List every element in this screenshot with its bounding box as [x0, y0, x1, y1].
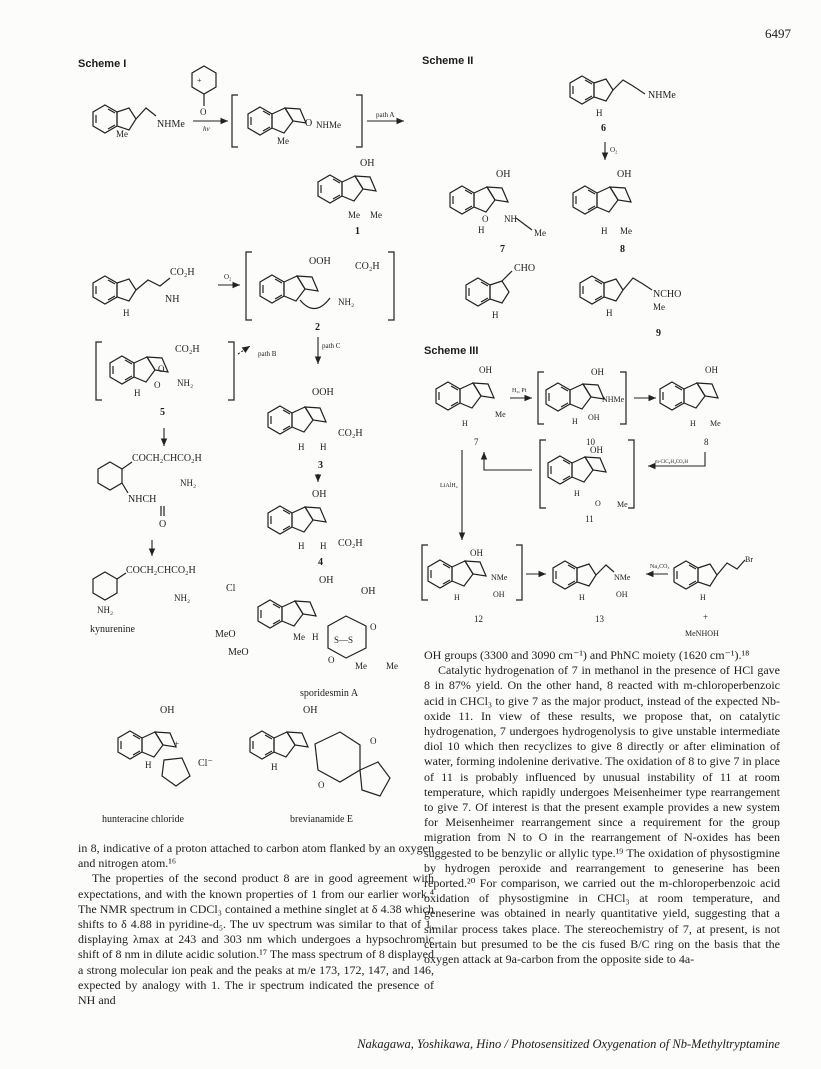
nhch-label: NHCH	[128, 494, 157, 505]
compound-number-8: 8	[620, 244, 625, 255]
o-label: O	[200, 107, 207, 117]
cho-label: CHO	[514, 263, 536, 274]
compound-number-12: 12	[474, 614, 483, 624]
left-paragraph-1: in 8, indicative of a proton attached to carbon atom flanked by an oxygen and nitrogen atom.¹⁶	[78, 841, 434, 871]
path-c-label: path C	[322, 342, 341, 350]
n-label: NH	[504, 214, 517, 224]
tryptophan-structure	[93, 267, 195, 318]
kynurenine-structure	[90, 565, 196, 635]
me-label: Me	[710, 419, 721, 428]
co2h-label: CO₂H	[175, 344, 200, 355]
brevianamide-e-structure	[250, 705, 390, 825]
nh2-label: NH₂	[338, 297, 355, 307]
nh2-label: NH₂	[177, 378, 194, 388]
ooh-label: OOH	[312, 387, 334, 398]
menhoh-label: MeNHOH	[685, 629, 719, 638]
nhme-label: NHMe	[316, 120, 341, 130]
compound-number-8: 8	[704, 437, 709, 447]
cl-label: Cl	[226, 583, 236, 594]
plus-label: +	[197, 76, 202, 85]
oh-label: OH	[591, 367, 604, 377]
compound-number-7: 7	[474, 437, 479, 447]
nb-methyltryptamine-structure	[93, 105, 185, 139]
o-label: O	[159, 519, 167, 530]
meo-label: MeO	[228, 647, 249, 658]
me-label: Me	[370, 210, 382, 220]
h-label: H	[134, 388, 141, 398]
o-label: O	[328, 655, 335, 665]
h-label: H	[320, 442, 327, 452]
scheme-3-title: Scheme III	[424, 345, 479, 357]
nhme-label: NHMe	[648, 90, 676, 101]
compound-7-structure	[450, 169, 546, 255]
scheme3-compound-11	[548, 445, 628, 524]
oh-label: OH	[479, 365, 492, 375]
oh-label: OH	[470, 548, 483, 558]
scheme3-compound-7	[436, 365, 506, 447]
h-label: H	[298, 541, 305, 551]
coch2chco2h-label: COCH₂CHCO₂H	[126, 565, 196, 576]
h-label: H	[572, 417, 578, 426]
oh-label: OH	[493, 590, 505, 599]
lialh4-label: LiAlH₄	[440, 483, 458, 489]
h-label: H	[574, 489, 580, 498]
compound-number-5: 5	[160, 407, 165, 418]
left-paragraph-2: The properties of the second product 8 are in good agreement with expectations, and with the known properties of 1 from our earlier work.⁴ The NMR spectrum in CDCl₃ contained a methine singlet at δ 4.38 which shifts to δ 4.88 in pyridine-d₅. The uv spectrum was similar to that of 1, displaying λmax at 243 and 303 nm which undergoes a hypsochromic shift of 8 nm in dilute acidic solution.¹⁷ The mass spectrum of 8 displayed a strong molecular ion peak and the peaks at m/e 173, 172, 147, and 146, expected by analogy with 1. The ir spectrum indicated the presence of NH and	[78, 871, 434, 1008]
oxaziridine-intermediate	[248, 107, 341, 146]
oh-label: OH	[312, 489, 327, 500]
right-paragraph-2: Catalytic hydrogenation of 7 in methanol in the presence of HCl gave 8 in 87% yield. On the other hand, 8 reacted with m-chloroperbenzoic acid in CHCl₃ to give 7 as the major product, instead of the expected Nb-oxide 11. In view of these results, we propose that, on catalytic hydrogenation, 7 undergoes hydrogenolysis to give unstable intermediate diol 10 which then recyclizes to give 8 directly or after elimination of water, forming indolenine derivative. The oxidation of 8 to give 7 in place of 11 is probably influenced by unusual instability of 11 at room temperature, which rapidly undergoes Meisenheimer type rearrangement to give 7. Of interest is that the present example provides a new system for Meisenheimer rearrangement since a requirement for the group migration from N to O in the rearrangement of N-oxides has been suggested to be benzylic or allylic type.¹⁹ The oxidation of physostigmine by hydrogen peroxide and rearrangement to geneserine has been reported.²⁰ For comparison, we carried out the m-chloroperbenzoic acid oxidation of physostigmine in CHCl₃ at room temperature, and geneserine was obtained in nearly quantitative yield, suggesting that a similar process takes place. The stereochemistry of 7, at present, is not certain but presumed to be the cis fused B/C ring on the basis that the oxygen attack at 9a-carbon from the opposite side to 4a-	[424, 663, 780, 967]
nhme-label: NHMe	[602, 395, 625, 404]
oh-label: OH	[616, 590, 628, 599]
compound-number-2: 2	[315, 322, 320, 333]
compound-5-structure	[110, 344, 200, 418]
compound-number-1: 1	[355, 226, 360, 237]
compound-number-10: 10	[586, 437, 595, 447]
compound-8-structure	[573, 169, 632, 255]
compound-number-9: 9	[656, 328, 661, 339]
me-label: Me	[620, 226, 632, 236]
page-number: 6497	[765, 26, 791, 41]
h-label: H	[454, 593, 460, 602]
oh-label: OH	[617, 169, 632, 180]
nhme-label: NHMe	[157, 119, 185, 130]
disulfide-label: S—S	[334, 635, 354, 645]
me-label: Me	[277, 136, 289, 146]
oh-label: OH	[303, 705, 318, 716]
oh-label: OH	[319, 575, 334, 586]
nme-label: NMe	[614, 573, 631, 582]
h-label: H	[606, 308, 613, 318]
o-label: O	[154, 380, 161, 390]
h-label: H	[492, 310, 499, 320]
h-label: H	[462, 419, 468, 428]
h-label: H	[700, 593, 706, 602]
scheme-2-title: Scheme II	[422, 55, 474, 67]
compound-9-structure	[580, 276, 681, 339]
co2h-label: CO₂H	[355, 261, 380, 272]
hunteracine-caption: hunteracine chloride	[102, 814, 184, 825]
oh-label: OH	[160, 705, 175, 716]
scheme-1-title: Scheme I	[78, 58, 127, 70]
nh2-label: NH₂	[180, 478, 197, 488]
me-label: Me	[495, 410, 506, 419]
right-paragraph-1: OH groups (3300 and 3090 cm⁻¹) and PhNC moiety (1620 cm⁻¹).¹⁸	[424, 648, 750, 662]
compound-number-7: 7	[500, 244, 505, 255]
ooh-label: OOH	[309, 256, 331, 267]
h2pt-label: H₂, Pt	[512, 388, 527, 394]
compound-number-13: 13	[595, 614, 604, 624]
formylkynurenine-structure	[98, 453, 202, 530]
brevianamide-caption: brevianamide E	[290, 814, 354, 825]
compound-4-structure	[268, 489, 363, 568]
meo-label: MeO	[215, 629, 236, 640]
indole-3-carbaldehyde-structure	[466, 263, 535, 320]
nh-label: NH	[165, 294, 180, 305]
nh2-label: NH₂	[97, 605, 114, 615]
co2h-label: CO₂H	[338, 538, 363, 549]
compound-3-structure	[268, 387, 363, 471]
oh-label: OH	[361, 586, 376, 597]
running-footer: Nakagawa, Yoshikawa, Hino / Photosensitized Oxygenation of Nb-Methyltryptamine	[357, 1037, 780, 1051]
h-label: H	[690, 419, 696, 428]
o2-label: O₂	[224, 273, 232, 281]
o-label: O	[305, 118, 313, 129]
scheme3-compound-12	[428, 548, 508, 624]
h-label: H	[123, 308, 130, 318]
scheme3-compound-13	[553, 561, 631, 624]
h-label: H	[601, 226, 608, 236]
oh-label: OH	[360, 158, 375, 169]
o-label: O	[482, 214, 489, 224]
me-label: Me	[534, 228, 546, 238]
pyridine-n-oxide-structure	[192, 66, 216, 117]
co2h-label: CO₂H	[338, 428, 363, 439]
h-label: H	[145, 760, 152, 770]
scheme3-compound-10	[546, 367, 625, 447]
h-label: H	[298, 442, 305, 452]
me-label: Me	[386, 661, 398, 671]
o-label: O	[370, 736, 377, 746]
chloride-label: Cl⁻	[198, 758, 213, 769]
h-label: H	[312, 632, 319, 642]
h-label: H	[579, 593, 585, 602]
h-label: H	[320, 541, 327, 551]
na2co3-label: Na₂CO₃	[650, 564, 670, 570]
h-label: H	[271, 762, 278, 772]
me-label: Me	[617, 500, 628, 509]
ncho-label: NCHO	[653, 289, 682, 300]
plus-label: +	[174, 739, 180, 749]
compound-number-11: 11	[585, 514, 594, 524]
hv-label: hν	[203, 125, 210, 133]
me-label: Me	[355, 661, 367, 671]
oh-label: OH	[590, 445, 603, 455]
sporidesmin-caption: sporidesmin A	[300, 688, 359, 699]
scheme3-compound-8	[660, 365, 721, 447]
me-label: Me	[348, 210, 360, 220]
br-label: Br	[745, 555, 753, 564]
oh-label: OH	[496, 169, 511, 180]
compound-number-3: 3	[318, 460, 323, 471]
o-label: O	[158, 364, 165, 374]
me-label: Me	[116, 129, 128, 139]
path-b-label: path B	[258, 350, 277, 358]
me-label: Me	[653, 302, 665, 312]
nme-label: NMe	[491, 573, 508, 582]
sporidesmin-a-structure	[215, 575, 398, 699]
path-a-label: path A	[376, 111, 395, 119]
o-label: O	[595, 499, 601, 508]
plus-label: +	[703, 612, 709, 622]
mcpba-label: m-ClC₆H₄CO₃H	[655, 460, 689, 465]
compound-1-structure	[318, 158, 382, 237]
compound-number-6: 6	[601, 123, 606, 134]
me-label: Me	[293, 632, 305, 642]
right-text-column	[424, 648, 780, 967]
nh2-label: NH₂	[174, 593, 191, 603]
compound-6-structure	[570, 76, 676, 134]
co2h-label: CO₂H	[170, 267, 195, 278]
compound-number-4: 4	[318, 557, 323, 568]
o-label: O	[318, 780, 325, 790]
gramine-bromide-structure	[674, 555, 753, 638]
oh-label: OH	[588, 413, 600, 422]
kynurenine-caption: kynurenine	[90, 624, 135, 635]
oh-label: OH	[705, 365, 718, 375]
o2-label: O₂	[610, 146, 618, 154]
coch2chco2h-label: COCH₂CHCO₂H	[132, 453, 202, 464]
left-text-column	[78, 841, 434, 1008]
h-label: H	[596, 108, 603, 118]
o-label: O	[370, 622, 377, 632]
h-label: H	[478, 225, 485, 235]
compound-2-structure	[260, 256, 380, 333]
hunteracine-chloride-structure	[102, 705, 213, 825]
